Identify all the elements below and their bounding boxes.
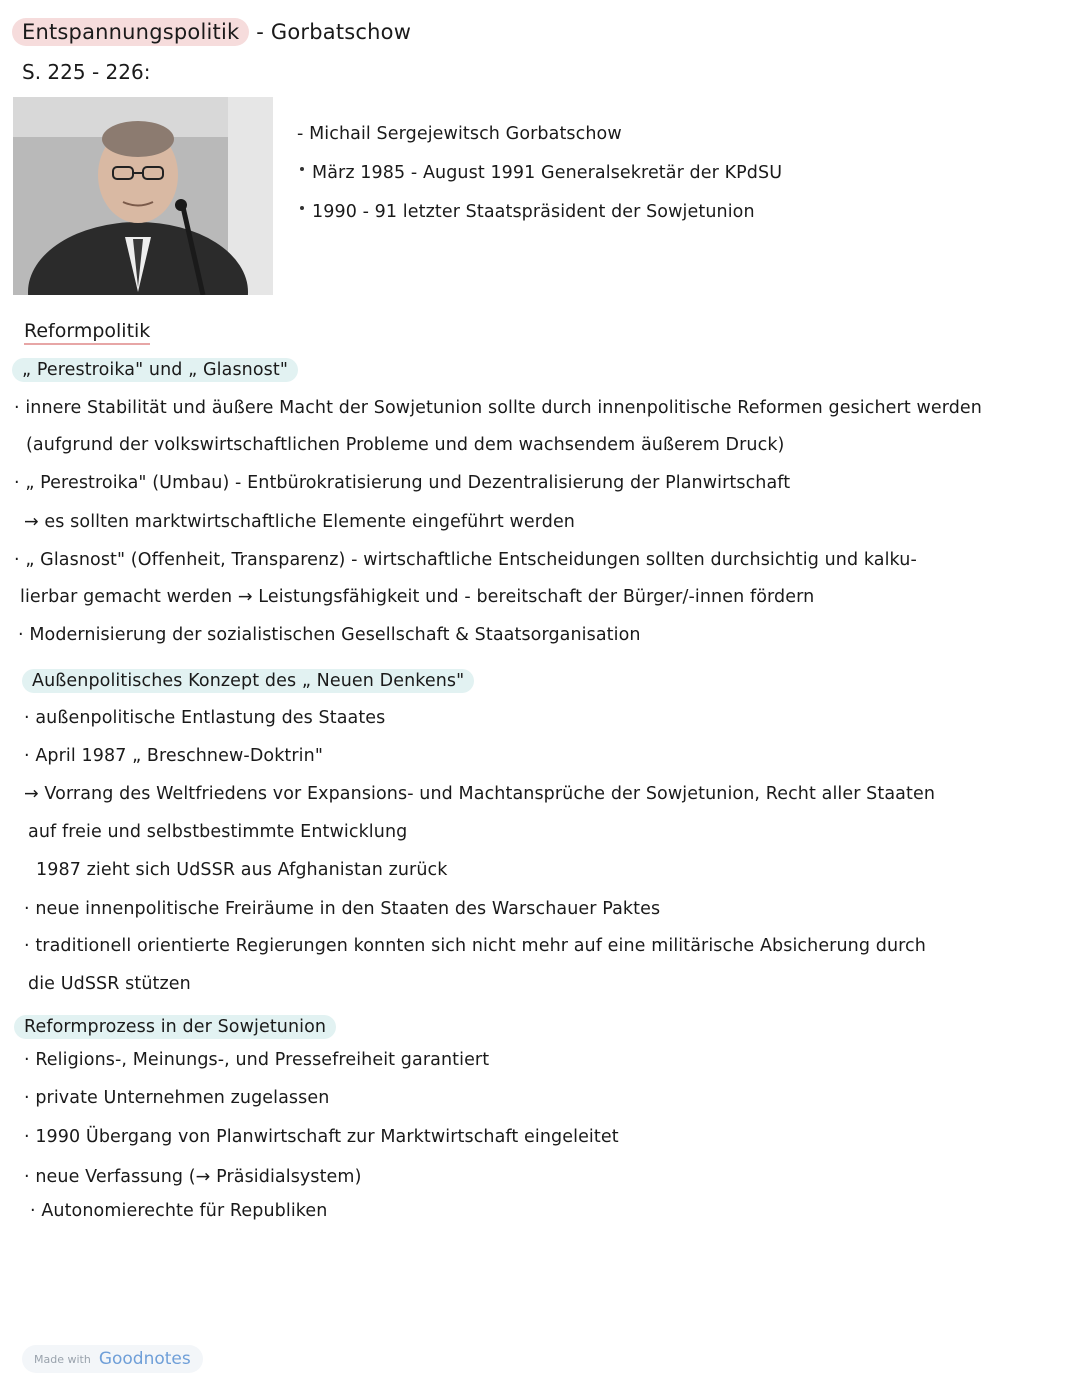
reform-line-4: → es sollten marktwirtschaftliche Elemente eingeführt werden [24,512,576,532]
made-with-badge [22,1345,203,1373]
portrait-bullet-text: 1990 - 91 letzter Staatspräsident der Sowjetunion [312,202,755,222]
reform-line-2: (aufgrund der volkswirtschaftlichen Probleme und dem wachsendem äußerem Druck) [26,435,785,455]
bullet-dot [300,167,304,171]
portrait-name: - Michail Sergejewitsch Gorbatschow [297,124,622,144]
portrait-bullet-text: März 1985 - August 1991 Generalsekretär der KPdSU [312,163,783,183]
process-line-5: · Autonomierechte für Republiken [30,1201,328,1221]
title-rest: - Gorbatschow [249,20,412,44]
foreign-line-3: → Vorrang des Weltfriedens vor Expansions- und Machtansprüche der Sowjetunion, Recht aller Staaten [24,784,936,804]
portrait-bullet-2 [300,202,755,222]
reform-heading: Reformpolitik [24,320,150,345]
page-reference: S. 225 - 226: [22,60,151,84]
reform-line-5: · „ Glasnost" (Offenheit, Transparenz) - wirtschaftliche Entscheidungen sollten durchsichtig und kalku- [14,550,917,570]
foreign-line-7: · traditionell orientierte Regierungen konnten sich nicht mehr auf eine militärische Absicherung durch [24,936,926,956]
reform-line-7: · Modernisierung der sozialistischen Gesellschaft & Staatsorganisation [18,625,641,645]
foreign-line-4: auf freie und selbstbestimmte Entwicklung [28,822,408,842]
foreign-line-6: · neue innenpolitische Freiräume in den Staaten des Warschauer Paktes [24,899,661,919]
made-with-text: Made with [34,1352,91,1366]
portrait-photo [13,97,273,295]
process-line-4: · neue Verfassung (→ Präsidialsystem) [24,1167,362,1187]
goodnotes-brand: Goodnotes [98,1349,191,1369]
process-line-1: · Religions-, Meinungs-, und Pressefreiheit garantiert [24,1050,490,1070]
title-highlight: Entspannungspolitik [12,18,249,46]
page-title [12,20,411,44]
foreign-line-1: · außenpolitische Entlastung des Staates [24,708,386,728]
portrait-bullet-1 [300,163,782,183]
foreign-line-2: · April 1987 „ Breschnew-Doktrin" [24,746,323,766]
process-line-2: · private Unternehmen zugelassen [24,1088,330,1108]
foreign-heading: Außenpolitisches Konzept des „ Neuen Denkens" [22,669,474,693]
reform-line-1: · innere Stabilität und äußere Macht der Sowjetunion sollte durch innenpolitische Reformen gesichert werden [14,398,982,418]
process-heading: Reformprozess in der Sowjetunion [14,1015,336,1039]
process-line-3: · 1990 Übergang von Planwirtschaft zur Marktwirtschaft eingeleitet [24,1127,619,1147]
reform-line-3: · „ Perestroika" (Umbau) - Entbürokratisierung und Dezentralisierung der Planwirtschaft [14,473,791,493]
portrait-illustration [13,97,273,295]
foreign-line-5: 1987 zieht sich UdSSR aus Afghanistan zurück [36,860,448,880]
bullet-dot [300,206,304,210]
foreign-line-8: die UdSSR stützen [28,974,191,994]
reform-line-6: lierbar gemacht werden → Leistungsfähigkeit und - bereitschaft der Bürger/-innen fördern [20,587,815,607]
reform-subheading: „ Perestroika" und „ Glasnost" [12,358,298,382]
